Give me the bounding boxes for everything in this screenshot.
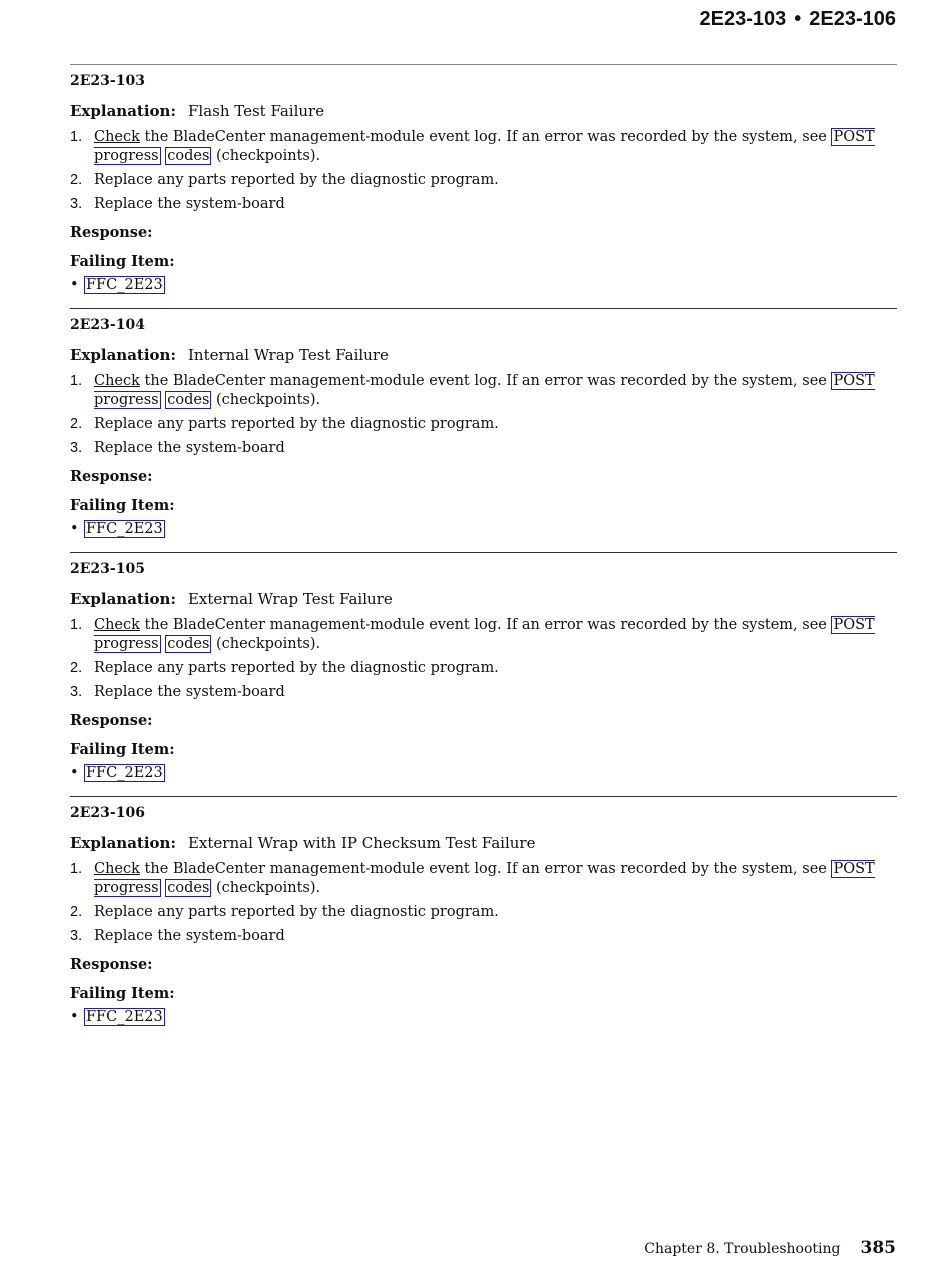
- bullet-icon: •: [70, 277, 79, 293]
- header-range-end: 2E23-106: [809, 8, 896, 30]
- step-text: Replace the system-board: [94, 440, 285, 456]
- step-text-end: (checkpoints).: [211, 148, 321, 164]
- explanation: [70, 834, 897, 852]
- step-item: [70, 927, 897, 946]
- ffc-link[interactable]: FFC_2E23: [86, 277, 163, 293]
- step-text: Replace any parts reported by the diagnostic program.: [94, 904, 499, 920]
- step-text: Replace the system-board: [94, 196, 285, 212]
- codes-link[interactable]: codes: [167, 636, 210, 652]
- step-item: [70, 903, 897, 922]
- explanation: [70, 590, 897, 608]
- check-link[interactable]: Check: [94, 617, 140, 633]
- step-number: 3.: [70, 684, 83, 700]
- bullet-icon: •: [70, 765, 79, 781]
- footer-chapter: Chapter 8. Troubleshooting: [644, 1241, 841, 1257]
- header-range-start: 2E23-103: [699, 8, 787, 30]
- codes-link[interactable]: codes: [167, 148, 210, 164]
- step-text: the BladeCenter management-module event log. If an error was recorded by the system, see: [139, 129, 832, 145]
- ffc-link[interactable]: FFC_2E23: [86, 765, 163, 781]
- error-entry: [70, 552, 897, 796]
- step-item: [70, 683, 897, 702]
- failing-item-label: Failing Item:: [70, 985, 175, 1002]
- bullet-icon: •: [70, 1009, 79, 1025]
- response-label: Response:: [70, 956, 153, 973]
- explanation-label: Explanation:: [70, 346, 176, 364]
- failing-item-label: Failing Item:: [70, 741, 175, 758]
- step-number: 3.: [70, 928, 83, 944]
- step-number: 2.: [70, 416, 83, 432]
- error-code: 2E23-105: [70, 561, 145, 577]
- step-item: [70, 659, 897, 678]
- step-text: the BladeCenter management-module event log. If an error was recorded by the system, see: [139, 861, 832, 877]
- post-progress-link[interactable]: POST progress: [94, 617, 875, 652]
- step-text-end: (checkpoints).: [211, 392, 321, 408]
- action-steps: [70, 372, 897, 458]
- post-progress-link[interactable]: POST progress: [94, 861, 875, 896]
- error-entry: [70, 308, 897, 552]
- step-text: the BladeCenter management-module event log. If an error was recorded by the system, see: [139, 373, 832, 389]
- step-text: Replace any parts reported by the diagnostic program.: [94, 660, 499, 676]
- post-progress-link[interactable]: POST progress: [94, 373, 875, 408]
- step-item: [70, 195, 897, 214]
- explanation-text: External Wrap Test Failure: [187, 590, 393, 608]
- explanation-text: External Wrap with IP Checksum Test Failure: [187, 834, 536, 852]
- error-code: 2E23-106: [70, 805, 145, 821]
- response-label: Response:: [70, 468, 153, 485]
- step-item: [70, 439, 897, 458]
- step-text: the BladeCenter management-module event log. If an error was recorded by the system, see: [139, 617, 832, 633]
- step-item: [70, 415, 897, 434]
- response-label: Response:: [70, 224, 153, 241]
- bullet-icon: •: [70, 521, 79, 537]
- action-steps: [70, 616, 897, 702]
- step-item: [70, 860, 897, 898]
- step-item: [70, 171, 897, 190]
- step-number: 2.: [70, 660, 83, 676]
- page-footer: [644, 1238, 896, 1258]
- step-number: 1.: [70, 861, 83, 877]
- failing-item: [70, 275, 897, 295]
- explanation-label: Explanation:: [70, 102, 176, 120]
- action-steps: [70, 860, 897, 946]
- step-text: Replace any parts reported by the diagnostic program.: [94, 172, 499, 188]
- codes-link[interactable]: codes: [167, 392, 210, 408]
- error-entry: [70, 64, 897, 308]
- page-number: 385: [860, 1238, 896, 1258]
- step-number: 2.: [70, 904, 83, 920]
- step-text: Replace any parts reported by the diagnostic program.: [94, 416, 499, 432]
- explanation-text: Internal Wrap Test Failure: [187, 346, 389, 364]
- check-link[interactable]: Check: [94, 373, 140, 389]
- explanation: [70, 102, 897, 120]
- action-steps: [70, 128, 897, 214]
- step-number: 1.: [70, 617, 83, 633]
- error-entry: [70, 796, 897, 1040]
- failing-item-label: Failing Item:: [70, 253, 175, 270]
- step-item: [70, 372, 897, 410]
- running-header: [699, 8, 896, 31]
- step-number: 1.: [70, 373, 83, 389]
- error-code: 2E23-103: [70, 73, 145, 89]
- check-link[interactable]: Check: [94, 129, 140, 145]
- error-code: 2E23-104: [70, 317, 145, 333]
- step-text-end: (checkpoints).: [211, 636, 321, 652]
- step-text: Replace the system-board: [94, 928, 285, 944]
- failing-item: [70, 519, 897, 539]
- step-number: 1.: [70, 129, 83, 145]
- step-number: 2.: [70, 172, 83, 188]
- ffc-link[interactable]: FFC_2E23: [86, 521, 163, 537]
- post-progress-link[interactable]: POST progress: [94, 129, 875, 164]
- response-label: Response:: [70, 712, 153, 729]
- step-number: 3.: [70, 440, 83, 456]
- header-separator: •: [794, 8, 802, 30]
- explanation: [70, 346, 897, 364]
- explanation-text: Flash Test Failure: [187, 102, 325, 120]
- explanation-label: Explanation:: [70, 590, 176, 608]
- error-code-list: [70, 64, 897, 1040]
- failing-item: [70, 763, 897, 783]
- step-text-end: (checkpoints).: [211, 880, 321, 896]
- step-item: [70, 616, 897, 654]
- step-number: 3.: [70, 196, 83, 212]
- explanation-label: Explanation:: [70, 834, 176, 852]
- failing-item-label: Failing Item:: [70, 497, 175, 514]
- failing-item: [70, 1007, 897, 1027]
- ffc-link[interactable]: FFC_2E23: [86, 1009, 163, 1025]
- codes-link[interactable]: codes: [167, 880, 210, 896]
- check-link[interactable]: Check: [94, 861, 140, 877]
- step-item: [70, 128, 897, 166]
- step-text: Replace the system-board: [94, 684, 285, 700]
